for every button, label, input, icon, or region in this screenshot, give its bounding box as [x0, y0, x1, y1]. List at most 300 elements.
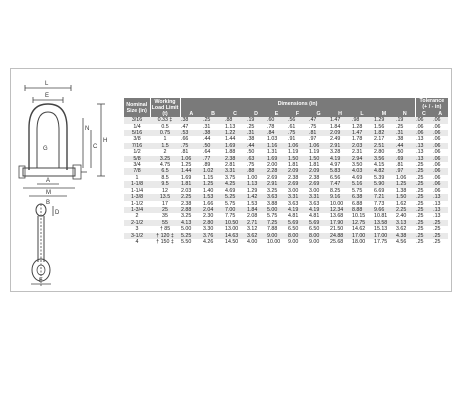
cell-dimension: 17.75	[373, 239, 395, 245]
table-body	[124, 117, 448, 245]
cell-dimension: 6.50	[287, 226, 308, 232]
cell-dimension: 7.21	[373, 194, 395, 200]
cell-working-load-limit: 3.25	[150, 156, 180, 162]
label-b: B	[46, 200, 51, 206]
cell-dimension: 8.25	[329, 188, 351, 194]
cell-dimension: .75	[246, 162, 266, 168]
cell-dimension: 2.91	[266, 181, 287, 187]
cell-dimension: 1.78	[351, 136, 373, 142]
cell-nominal-size: 4	[124, 239, 150, 245]
cell-dimension: 8.00	[287, 233, 308, 239]
cell-dimension: 4.38	[395, 233, 415, 239]
cell-tolerance: .25	[432, 233, 448, 239]
cell-working-load-limit: 1.5	[150, 143, 180, 149]
header-dim-m: M	[373, 111, 395, 117]
cell-dimension: 10.00	[329, 201, 351, 207]
cell-dimension: .77	[202, 156, 224, 162]
cell-dimension: .50	[202, 143, 224, 149]
cell-dimension: 5.39	[373, 175, 395, 181]
cell-dimension: 25.68	[329, 239, 351, 245]
cell-dimension: .91	[287, 136, 308, 142]
cell-nominal-size: 1/4	[124, 124, 150, 130]
cell-dimension: 2.09	[287, 168, 308, 174]
cell-nominal-size: 5/16	[124, 130, 150, 136]
cell-dimension: .63	[246, 156, 266, 162]
cell-dimension: 1.82	[373, 130, 395, 136]
cell-dimension: .98	[351, 117, 373, 123]
cell-dimension: 3.63	[287, 201, 308, 207]
cell-tolerance: .25	[415, 201, 432, 207]
cell-dimension: .88	[224, 117, 246, 123]
cell-dimension: 2.08	[246, 213, 266, 219]
cell-dimension: .38	[202, 130, 224, 136]
cell-dimension: .44	[395, 143, 415, 149]
cell-dimension: 7.47	[329, 181, 351, 187]
cell-dimension: 3.76	[202, 233, 224, 239]
cell-dimension: 17.00	[351, 233, 373, 239]
cell-dimension: .25	[202, 117, 224, 123]
label-e: E	[45, 93, 50, 99]
cell-tolerance: .06	[432, 168, 448, 174]
cell-dimension: 4.03	[351, 168, 373, 174]
cell-dimension: .31	[202, 124, 224, 130]
cell-dimension: .60	[266, 117, 287, 123]
cell-tolerance: .25	[415, 233, 432, 239]
cell-dimension: 1.22	[224, 130, 246, 136]
cell-dimension: 2.69	[287, 181, 308, 187]
cell-tolerance: .25	[432, 220, 448, 226]
cell-dimension: .81	[308, 130, 329, 136]
cell-working-load-limit: 17	[150, 201, 180, 207]
cell-dimension: 7.88	[266, 226, 287, 232]
cell-dimension: 1.13	[246, 181, 266, 187]
cell-dimension: .25	[246, 124, 266, 130]
cell-nominal-size: 2	[124, 213, 150, 219]
cell-dimension: .69	[395, 156, 415, 162]
cell-dimension: .25	[395, 124, 415, 130]
cell-dimension: .19	[395, 117, 415, 123]
cell-dimension: 13.58	[373, 220, 395, 226]
cell-dimension: .64	[202, 149, 224, 155]
cell-tolerance: .13	[432, 207, 448, 213]
cell-tolerance: .06	[432, 117, 448, 123]
cell-dimension: 6.56	[329, 175, 351, 181]
header-tolerance: Tolerance (+ / - in)	[415, 98, 448, 111]
cell-dimension: 14.62	[351, 226, 373, 232]
cell-dimension: .44	[202, 136, 224, 142]
cell-dimension: 3.56	[373, 156, 395, 162]
cell-dimension: 2.03	[180, 188, 202, 194]
cell-dimension: 1.19	[308, 149, 329, 155]
cell-dimension: 2.94	[351, 156, 373, 162]
cell-dimension: 3.31	[224, 168, 246, 174]
cell-tolerance: .13	[415, 136, 432, 142]
cell-dimension: .44	[246, 143, 266, 149]
cell-dimension: .81	[395, 162, 415, 168]
cell-dimension: 17.00	[373, 233, 395, 239]
cell-dimension: 4.00	[246, 239, 266, 245]
header-dim-a: A	[180, 111, 202, 117]
cell-dimension: 3.31	[308, 194, 329, 200]
cell-dimension: 10.50	[224, 220, 246, 226]
cell-working-load-limit: 25	[150, 207, 180, 213]
cell-dimension: 3.88	[266, 201, 287, 207]
cell-dimension: 4.25	[224, 181, 246, 187]
cell-dimension: 7.25	[266, 220, 287, 226]
cell-dimension: 2.09	[329, 130, 351, 136]
cell-tolerance: .06	[432, 143, 448, 149]
cell-dimension: 14.63	[224, 233, 246, 239]
cell-dimension: 1.81	[287, 162, 308, 168]
cell-working-load-limit: 2	[150, 149, 180, 155]
cell-nominal-size: 7/8	[124, 168, 150, 174]
cell-tolerance: .06	[415, 117, 432, 123]
cell-dimension: 10.15	[351, 213, 373, 219]
cell-tolerance: .13	[415, 149, 432, 155]
cell-tolerance: .06	[432, 136, 448, 142]
header-tol-a: A	[432, 111, 448, 117]
cell-tolerance: .25	[432, 239, 448, 245]
cell-dimension: 1.00	[246, 175, 266, 181]
cell-dimension: 1.15	[202, 175, 224, 181]
cell-dimension: 4.82	[373, 168, 395, 174]
cell-tolerance: .06	[432, 124, 448, 130]
cell-dimension: 1.29	[373, 117, 395, 123]
cell-dimension: 6.88	[351, 201, 373, 207]
cell-tolerance: .06	[432, 156, 448, 162]
cell-tolerance: .25	[415, 188, 432, 194]
cell-dimension: 13.68	[329, 213, 351, 219]
cell-dimension: 2.91	[329, 143, 351, 149]
cell-dimension: 5.69	[287, 220, 308, 226]
cell-tolerance: .25	[415, 194, 432, 200]
cell-dimension: 2.69	[308, 181, 329, 187]
cell-dimension: 2.49	[329, 136, 351, 142]
cell-dimension: .88	[246, 168, 266, 174]
shackle-spec-table-container	[124, 98, 448, 245]
cell-dimension: 8.88	[351, 207, 373, 213]
cell-dimension: 7.73	[373, 201, 395, 207]
cell-dimension: 1.06	[287, 143, 308, 149]
cell-dimension: 5.16	[351, 181, 373, 187]
cell-dimension: 2.71	[246, 220, 266, 226]
cell-dimension: 3.62	[395, 226, 415, 232]
cell-dimension: .31	[246, 130, 266, 136]
cell-working-load-limit: 35	[150, 213, 180, 219]
cell-working-load-limit: 4.75	[150, 162, 180, 168]
cell-tolerance: .06	[432, 188, 448, 194]
cell-dimension: .75	[287, 130, 308, 136]
cell-dimension: .56	[287, 117, 308, 123]
cell-nominal-size: 5/8	[124, 156, 150, 162]
cell-dimension: 9.16	[329, 194, 351, 200]
header-dim-g: G	[308, 111, 329, 117]
header-row-group	[124, 98, 448, 111]
cell-dimension: .50	[395, 149, 415, 155]
cell-working-load-limit: 0.5	[150, 124, 180, 130]
cell-dimension: 4.81	[287, 213, 308, 219]
cell-dimension: 3.50	[351, 162, 373, 168]
cell-dimension: 4.97	[329, 162, 351, 168]
cell-dimension: 1.53	[246, 201, 266, 207]
cell-tolerance: .06	[432, 130, 448, 136]
cell-dimension: .61	[287, 124, 308, 130]
cell-dimension: 1.38	[395, 188, 415, 194]
cell-tolerance: .25	[415, 220, 432, 226]
cell-nominal-size: 1-3/4	[124, 207, 150, 213]
cell-dimension: 8.00	[308, 233, 329, 239]
cell-nominal-size: 1-1/4	[124, 188, 150, 194]
header-dim-h: H	[329, 111, 351, 117]
cell-dimension: 2.40	[395, 213, 415, 219]
cell-dimension: 3.00	[287, 188, 308, 194]
cell-dimension: 1.69	[266, 156, 287, 162]
cell-tolerance: .25	[415, 168, 432, 174]
cell-dimension: 7.00	[224, 207, 246, 213]
cell-dimension: 6.50	[308, 226, 329, 232]
cell-dimension: 2.28	[266, 168, 287, 174]
cell-dimension: 1.88	[224, 149, 246, 155]
cell-dimension: 12.75	[351, 220, 373, 226]
cell-tolerance: .06	[415, 130, 432, 136]
cell-dimension: .97	[308, 136, 329, 142]
cell-tolerance: .25	[415, 213, 432, 219]
pin-nut	[73, 165, 81, 179]
cell-dimension: 5.83	[329, 168, 351, 174]
cell-dimension: 4.19	[287, 207, 308, 213]
cell-tolerance: .25	[415, 181, 432, 187]
cell-dimension: 5.75	[224, 201, 246, 207]
cell-dimension: 2.38	[287, 175, 308, 181]
cell-dimension: 2.80	[202, 220, 224, 226]
header-nominal-size: Nominal Size (in)	[124, 98, 150, 117]
header-dim-c: C	[224, 111, 246, 117]
cell-dimension: 4.19	[308, 207, 329, 213]
label-n: N	[85, 126, 90, 132]
header-dim-n: N	[395, 111, 415, 117]
cell-dimension: 9.00	[308, 239, 329, 245]
cell-dimension: .47	[180, 124, 202, 130]
cell-dimension: 3.30	[202, 226, 224, 232]
cell-nominal-size: 3/4	[124, 162, 150, 168]
cell-dimension: 1.50	[395, 194, 415, 200]
cell-dimension: .31	[395, 130, 415, 136]
cell-tolerance: .13	[432, 194, 448, 200]
cell-tolerance: .25	[432, 226, 448, 232]
cell-tolerance: .06	[432, 175, 448, 181]
cell-dimension: 7.75	[224, 213, 246, 219]
cell-nominal-size: 3-1/2	[124, 233, 150, 239]
cell-dimension: 12.34	[329, 207, 351, 213]
cell-dimension: 3.28	[329, 149, 351, 155]
label-g: G	[43, 146, 48, 152]
cell-tolerance: .13	[415, 156, 432, 162]
cell-dimension: 2.09	[308, 168, 329, 174]
cell-dimension: 4.69	[224, 188, 246, 194]
cell-dimension: 4.81	[308, 213, 329, 219]
cell-dimension: 3.63	[308, 201, 329, 207]
label-l: L	[45, 81, 49, 87]
cell-dimension: 5.90	[373, 181, 395, 187]
cell-dimension: 2.17	[373, 136, 395, 142]
cell-dimension: 1.25	[180, 162, 202, 168]
cell-working-load-limit: 0.33 ‡	[150, 117, 180, 123]
cell-dimension: 1.31	[266, 149, 287, 155]
cell-dimension: 1.03	[266, 136, 287, 142]
cell-dimension: 1.42	[246, 194, 266, 200]
cell-dimension: 1.69	[180, 175, 202, 181]
cell-dimension: 10.00	[266, 239, 287, 245]
header-dim-e: E	[266, 111, 287, 117]
cell-dimension: 10.81	[373, 213, 395, 219]
cell-dimension: .38	[246, 136, 266, 142]
cell-dimension: 6.69	[373, 188, 395, 194]
cell-dimension: 1.16	[266, 143, 287, 149]
cell-dimension: 3.12	[246, 226, 266, 232]
cell-dimension: 4.15	[373, 162, 395, 168]
cell-dimension: 3.62	[246, 233, 266, 239]
cell-dimension: .66	[180, 136, 202, 142]
cell-nominal-size: 3/8	[124, 136, 150, 142]
cell-dimension: 1.62	[395, 201, 415, 207]
cell-nominal-size: 3/16	[124, 117, 150, 123]
cell-dimension: 15.13	[373, 226, 395, 232]
cell-dimension: .38	[180, 117, 202, 123]
cell-dimension: .81	[180, 149, 202, 155]
cell-working-load-limit: 0.75	[150, 130, 180, 136]
cell-dimension: 2.25	[180, 194, 202, 200]
cell-dimension: 4.13	[180, 220, 202, 226]
cell-working-load-limit: 6.5	[150, 168, 180, 174]
cell-nominal-size: 2-1/2	[124, 220, 150, 226]
cell-tolerance: .25	[415, 207, 432, 213]
cell-tolerance: .06	[415, 124, 432, 130]
header-dim-d: D	[246, 111, 266, 117]
cell-dimension: .50	[246, 149, 266, 155]
cell-dimension: 6.38	[351, 194, 373, 200]
label-f: F	[39, 278, 43, 284]
cell-dimension: .84	[266, 130, 287, 136]
cell-dimension: 5.00	[180, 226, 202, 232]
label-d: D	[55, 210, 60, 216]
cell-tolerance: .06	[432, 181, 448, 187]
cell-working-load-limit: † 85	[150, 226, 180, 232]
cell-dimension: 1.50	[308, 156, 329, 162]
cell-nominal-size: 7/16	[124, 143, 150, 149]
cell-dimension: 1.47	[329, 117, 351, 123]
cell-dimension: 2.80	[373, 149, 395, 155]
cell-tolerance: .06	[432, 149, 448, 155]
cell-dimension: 1.56	[373, 124, 395, 130]
cell-dimension: 2.31	[351, 149, 373, 155]
cell-tolerance: .06	[432, 162, 448, 168]
cell-dimension: .78	[266, 124, 287, 130]
cell-dimension: .75	[180, 143, 202, 149]
cell-nominal-size: 1-1/8	[124, 181, 150, 187]
cell-dimension: 3.25	[266, 188, 287, 194]
cell-dimension: 9.66	[373, 207, 395, 213]
cell-working-load-limit: 55	[150, 220, 180, 226]
header-dim-l: L	[351, 111, 373, 117]
cell-dimension: 1.50	[287, 156, 308, 162]
cell-dimension: 2.88	[180, 207, 202, 213]
cell-dimension: 24.88	[329, 233, 351, 239]
cell-tolerance: .13	[415, 143, 432, 149]
header-dim-b: B	[202, 111, 224, 117]
cell-dimension: 5.69	[308, 220, 329, 226]
cell-dimension: 2.30	[202, 213, 224, 219]
cell-working-load-limit: 8.5	[150, 175, 180, 181]
cell-tolerance: .25	[415, 226, 432, 232]
cell-dimension: 1.40	[202, 188, 224, 194]
cell-dimension: 1.25	[395, 181, 415, 187]
cell-dimension: 5.25	[224, 194, 246, 200]
cell-tolerance: .25	[415, 175, 432, 181]
cell-dimension: 1.81	[308, 162, 329, 168]
cell-dimension: .75	[308, 124, 329, 130]
cell-working-load-limit: † 120 ‡	[150, 233, 180, 239]
cell-dimension: 1.06	[308, 143, 329, 149]
cell-dimension: 5.50	[180, 239, 202, 245]
cell-dimension: 3.63	[266, 194, 287, 200]
cell-dimension: .53	[180, 130, 202, 136]
cell-dimension: 17.90	[329, 220, 351, 226]
shackle-bow-outer	[29, 104, 67, 170]
cell-dimension: 2.38	[180, 201, 202, 207]
cell-dimension: 3.13	[395, 220, 415, 226]
cell-dimension: .97	[395, 168, 415, 174]
header-working-load-limit: Working Load Limit (t)	[151, 98, 179, 117]
cell-dimension: 2.04	[202, 207, 224, 213]
cell-nominal-size: 1-1/2	[124, 201, 150, 207]
table-row	[124, 239, 448, 245]
cell-dimension: 14.50	[224, 239, 246, 245]
header-tol-c: C	[415, 111, 432, 117]
cell-working-load-limit: 12	[150, 188, 180, 194]
label-m: M	[46, 190, 51, 196]
cell-dimension: 21.50	[329, 226, 351, 232]
cell-tolerance: .25	[415, 162, 432, 168]
cell-dimension: 1.25	[202, 181, 224, 187]
cell-dimension: 2.25	[395, 207, 415, 213]
cell-dimension: .38	[395, 136, 415, 142]
cell-dimension: 2.69	[266, 175, 287, 181]
cell-tolerance: .13	[432, 213, 448, 219]
cell-dimension: 2.38	[224, 156, 246, 162]
cell-working-load-limit: 13.5	[150, 194, 180, 200]
cell-tolerance: .25	[415, 239, 432, 245]
cell-working-load-limit: 1	[150, 136, 180, 142]
cell-nominal-size: 1-3/8	[124, 194, 150, 200]
cell-dimension: .19	[246, 117, 266, 123]
cell-dimension: 5.25	[180, 233, 202, 239]
cell-dimension: 1.81	[180, 181, 202, 187]
cell-dimension: 1.66	[202, 201, 224, 207]
label-h: H	[103, 138, 108, 144]
label-a: A	[46, 178, 51, 184]
cell-nominal-size: 3	[124, 226, 150, 232]
cell-nominal-size: 1	[124, 175, 150, 181]
label-c: C	[93, 144, 98, 150]
cell-dimension: 1.84	[329, 124, 351, 130]
cell-dimension: 1.47	[351, 130, 373, 136]
cell-dimension: 1.29	[246, 188, 266, 194]
cell-dimension: 13.00	[224, 226, 246, 232]
cell-dimension: 5.00	[266, 207, 287, 213]
cell-dimension: 3.00	[308, 188, 329, 194]
cell-dimension: 18.00	[351, 239, 373, 245]
cell-dimension: 1.02	[202, 168, 224, 174]
